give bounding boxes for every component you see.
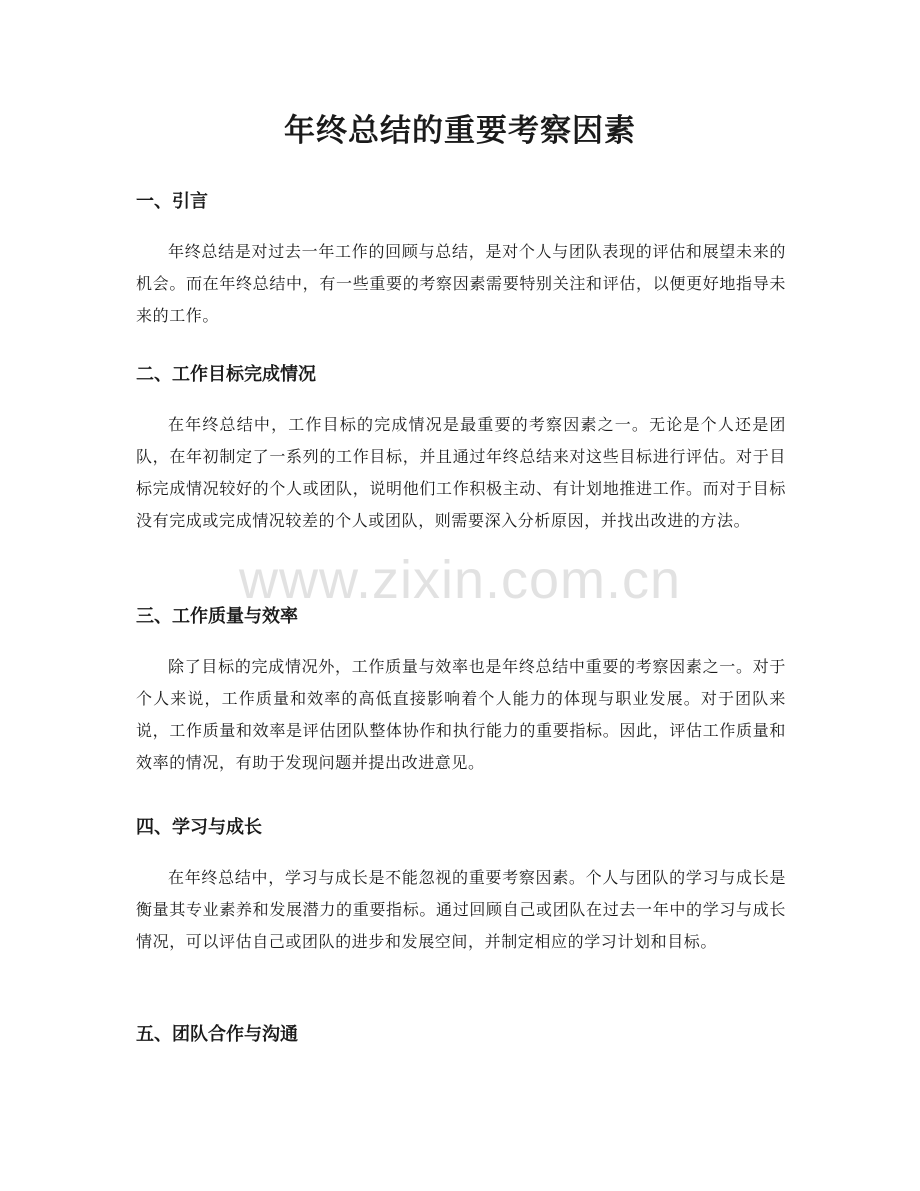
section-heading-learning: 四、学习与成长 <box>136 817 262 838</box>
section-heading-teamwork: 五、团队合作与沟通 <box>136 1024 298 1045</box>
watermark: www.zixin.com.cn <box>238 550 682 610</box>
section-heading-goals: 二、工作目标完成情况 <box>136 364 316 385</box>
section-paragraph-quality: 除了目标的完成情况外，工作质量与效率也是年终总结中重要的考察因素之一。对于个人来说，工作质量和效率的高低直接影响着个人能力的体现与职业发展。对于团队来说，工作质量和效率是评估团队整体协作和执行能力的重要指标。因此，评估工作质量和效率的情况，有助于发现问题并提出改进意见。 <box>136 657 786 772</box>
page-title: 年终总结的重要考察因素 <box>284 113 636 149</box>
section-heading-quality: 三、工作质量与效率 <box>136 606 298 627</box>
section-paragraph-goals: 在年终总结中，工作目标的完成情况是最重要的考察因素之一。无论是个人还是团队，在年初制定了一系列的工作目标，并且通过年终总结来对这些目标进行评估。对于目标完成情况较好的个人或团队，说明他们工作积极主动、有计划地推进工作。而对于目标没有完成或完成情况较差的个人或团队，则需要深入分析原因，并找出改进的方法。 <box>136 415 786 530</box>
section-heading-intro: 一、引言 <box>136 191 208 212</box>
section-paragraph-intro: 年终总结是对过去一年工作的回顾与总结，是对个人与团队表现的评估和展望未来的机会。而在年终总结中，有一些重要的考察因素需要特别关注和评估，以便更好地指导未来的工作。 <box>136 242 786 325</box>
section-paragraph-learning: 在年终总结中，学习与成长是不能忽视的重要考察因素。个人与团队的学习与成长是衡量其专业素养和发展潜力的重要指标。通过回顾自己或团队在过去一年中的学习与成长情况，可以评估自己或团队的进步和发展空间，并制定相应的学习计划和目标。 <box>136 868 786 951</box>
